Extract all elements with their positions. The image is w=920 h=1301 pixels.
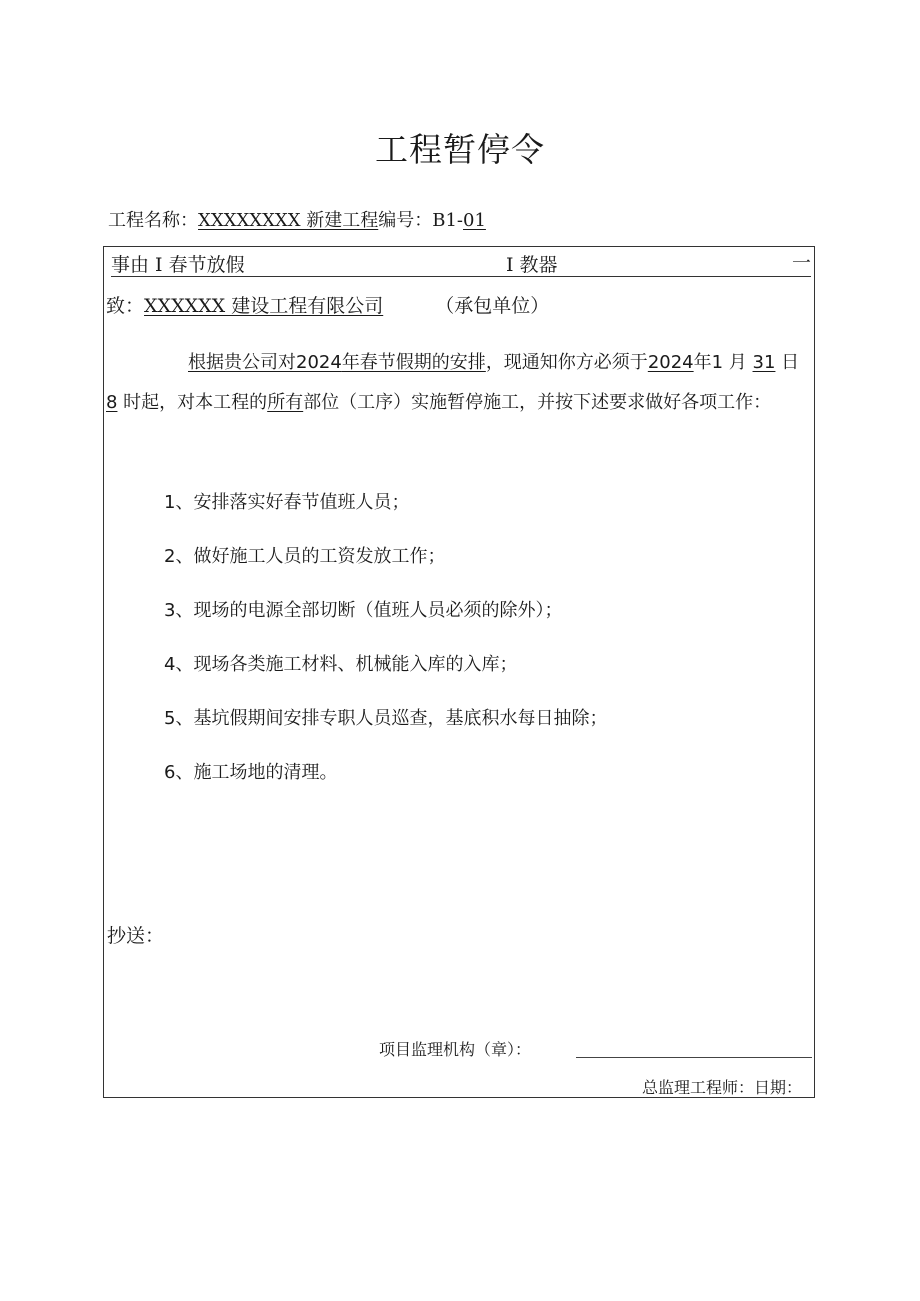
addressee-label: 致： (106, 295, 145, 317)
reason-right: 一 (791, 252, 811, 274)
order-frame (103, 246, 815, 1098)
body-text-6: 日 (775, 352, 800, 373)
list-item: 5、基坑假期间安排专职人员巡查，基底积水每日抽除； (164, 708, 608, 729)
page-title: 工程暂停令 (375, 130, 545, 169)
list-item: 1、安排落实好春节值班人员； (164, 492, 410, 513)
body-year-1: 2024 (296, 352, 342, 373)
list-item: 3、现场的电源全部切断（值班人员必须的除外）； (164, 600, 563, 621)
body-text-4: 年 (693, 352, 712, 373)
project-number-suffix: 01 (463, 210, 486, 231)
body-text-7: 时起，对本工程的 (117, 392, 268, 413)
project-number-label: 编号： (378, 210, 433, 231)
addressee-company: XXXXXX 建设工程有限公司 (144, 295, 384, 317)
reason-middle: I 教器 (506, 254, 558, 276)
body-all-parts: 所有 (267, 392, 304, 413)
list-item: 6、施工场地的清理。 (164, 762, 338, 783)
body-text-8: 部位（工序）实施暂停施工，并按下述要求做好各项工作： (303, 392, 772, 413)
body-text-1: 根据贵公司对 (188, 352, 296, 373)
body-text-5: 1 月 (711, 352, 753, 373)
list-item: 2、做好施工人员的工资发放工作； (164, 546, 446, 567)
requirement-list (164, 483, 607, 807)
body-text-2: 年春节假期的安排 (341, 352, 486, 373)
supervision-org-label: 项目监理机构（章）： (379, 1040, 532, 1059)
project-line (108, 206, 486, 232)
body-hour: 8 (106, 392, 118, 413)
list-item: 4、现场各类施工材料、机械能入库的入库； (164, 654, 518, 675)
reason-row (111, 250, 811, 277)
reason-left: 事由 I 春节放假 (111, 254, 245, 276)
body-year-2: 2024 (647, 352, 694, 373)
cc-label: 抄送： (107, 925, 165, 947)
body-text-3: ，现通知你方必须于 (485, 352, 648, 373)
chief-engineer-date-label: 总监理工程师：日期： (641, 1078, 802, 1097)
addressee-line (106, 291, 549, 318)
notice-body (106, 343, 816, 423)
project-name-label: 工程名称： (108, 210, 198, 231)
project-number-prefix: B1- (432, 210, 464, 231)
body-day: 31 (752, 352, 776, 373)
addressee-role: （承包单位） (435, 295, 550, 317)
seal-signature-line (576, 1057, 812, 1058)
project-name-value: XXXXXXXX 新建工程 (198, 210, 379, 231)
